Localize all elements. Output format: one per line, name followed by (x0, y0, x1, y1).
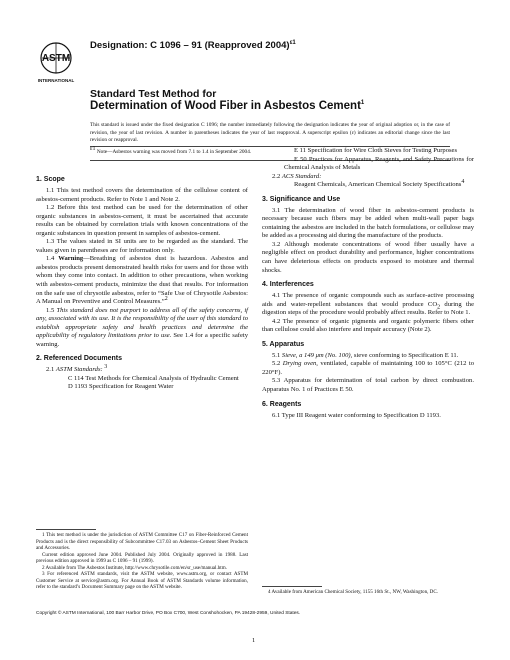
footnote-3: 3 For referenced ASTM standards, visit the ASTM website, www.astm.org, or contact ASTM Customer Service at service@astm.org. For Annual Book of ASTM Standards volume information, refer to the standard’s Document Summary page on the ASTM website. (36, 571, 248, 590)
reference-item: D 1193 Specification for Reagent Water (68, 383, 174, 391)
paragraph-4-1: 4.1 The presence of organic compounds such as surface-active processing aids and water-repellent substances that would produce $CO_2$ during the digestion steps of the procedure would probably affect results. Refer to Note 1. (262, 292, 474, 317)
paragraph-1-5: 1.5 This standard does not purport to address all of the safety concerns, if any, associated with its use. It is the responsibility of the user of this standard to establish appropriate safety and health practices and determine the applicability of regulatory limitations prior to use. See 1.4 for a specific safety warning. (36, 306, 249, 348)
section-heading-significance: 3. Significance and Use (262, 195, 341, 203)
paragraph-4-2: 4.2 The presence of organic pigments and organic polymeric fibers other than cellulose could also interfere and impair accuracy (Note 2). (262, 317, 474, 334)
left-column (36, 170, 248, 392)
footnote-1-edition: Current edition approved June 2004. Published July 2004. Originally approved in 1988. Last previous edition approved in 1999 as C 1096 – 91 (1999). (36, 551, 248, 564)
svg-text:ASTM: ASTM (41, 53, 71, 64)
section-heading-reagents: 6. Reagents (262, 400, 302, 408)
reference-item: Reagent Chemicals, American Chemical Society Specifications$^4$ (294, 179, 465, 189)
paragraph-1-3: 1.3 The values stated in SI units are to be regarded as the standard. The values given in parentheses are for information only. (36, 238, 248, 254)
standard-notice: This standard is issued under the fixed designation C 1096; the number immediately following the designation indicates the year of original adoption or, in the case of revision, the year of last revision. A number in parentheses indicates the year of last reapproval. A superscript epsilon (ε) indicates an editorial change since the last revision or reapproval. (90, 122, 450, 143)
svg-text:INTERNATIONAL: INTERNATIONAL (37, 78, 75, 83)
acs-standard-label: 2.2 ACS Standard: (272, 172, 322, 180)
astm-logo-icon (36, 40, 82, 86)
epsilon-note: $^{\varepsilon 1}$ Note—Asbestos warning was moved from 7.1 to 1.4 in September 2004. (90, 146, 252, 155)
section-heading-scope: 1. Scope (36, 176, 65, 183)
paragraph-6-1: 6.1 Type III Reagent water conforming to Specification D 1193. (272, 411, 441, 419)
section-heading-interferences: 4. Interferences (262, 281, 314, 289)
footnote-1: 1 This test method is under the jurisdiction of ASTM Committee C17 on Fiber-Reinforced Cement Products and is the direct responsibility of Subcommittee C17.03 on Asbestos–Cement Sheet Products and Accessories. (36, 532, 248, 551)
footnote-2: 2 Available from The Asbestos Institute, http://www.chrysotile.com/en/sr_use/manual.htm. (42, 564, 227, 571)
footnotes (36, 532, 248, 591)
astm-standards-label: 2.1 ASTM Standards: $^3$ (46, 364, 108, 374)
reference-item: E 50 Practices for Apparatus, Reagents, and Safety Precautions for Chemical Analysis of Metals (284, 155, 474, 172)
document-title (90, 88, 450, 113)
footnote-divider (36, 529, 96, 530)
designation: Designation: C 1096 – 91 (Reapproved 2004)$^{\varepsilon 1}$ (90, 39, 296, 51)
paragraph-5-2: 5.2 Drying oven, ventilated, capable of maintaining 100 to 105°C (212 to 220°F). (262, 360, 474, 376)
copyright-notice: Copyright © ASTM International, 100 Barr Harbor Drive, PO Box C700, West Conshohocken, PA 19428-2959, United States. (36, 611, 301, 616)
paragraph-3-1: 3.1 The determination of wood fiber in asbestos-cement products is necessary because such fibers may be added when multi-wall paper bags containing the asbestos are included in the batch formulations, or cellulose may be added as a processing aid during the manufacture of the products. (262, 206, 474, 240)
section-heading-apparatus: 5. Apparatus (262, 340, 305, 348)
paragraph-5-3: 5.3 Apparatus for determination of total carbon by direct combustion. Apparatus No. 1 of Practices E 50. (262, 377, 474, 394)
title-line-1: Standard Test Method for (90, 88, 217, 100)
right-column (262, 147, 474, 420)
paragraph-1-2: 1.2 Before this test method can be used for the determination of other organic substances in asbestos-cement, it must be ascertained that accurate results can be obtained by correlation trials with known concentrations of the organic substances in question present in samples of asbestos-cement. (36, 204, 248, 237)
title-line-2: Determination of Wood Fiber in Asbestos Cement$^1$ (90, 100, 365, 112)
reference-item: E 11 Specification for Wire Cloth Sieves for Testing Purposes (294, 147, 458, 154)
paragraph-5-1: 5.1 Sieve, a 149 μm (No. 100), sieve conforming to Specification E 11. (272, 351, 459, 359)
footnotes (262, 589, 474, 596)
paragraph-1-4: 1.4 Warning—Breathing of asbestos dust is hazardous. Asbestos and asbestos products present demonstrated health risks for users and for those with whom they come into contact. In addition to other precautions, when working with asbestos-cement products, minimize the dust that results. For information on the safe use of chrysotile asbestos, refer to “Safe Use of Chrysotile Asbestos: A Manual on Preventive and Control Measures.”$^2$ (36, 255, 248, 306)
astm-logo (36, 40, 82, 86)
page-number: 1 (252, 637, 256, 644)
footnote-divider (262, 586, 322, 587)
paragraph-1-1: 1.1 This test method covers the determination of the cellulose content of asbestos-cement products. Refer to Note 1 and Note 2. (36, 187, 248, 203)
section-heading-references: 2. Referenced Documents (36, 355, 122, 363)
paragraph-3-2: 3.2 Although moderate concentrations of wood fiber usually have a negligible effect on product durability and performance, higher concentrations can have deleterious effects on products exposed to moisture and thermal shocks. (262, 240, 474, 274)
reference-item: C 114 Test Methods for Chemical Analysis of Hydraulic Cement (68, 374, 239, 382)
footnote-4: 4 Available from American Chemical Society, 1155 16th St., NW, Washington, DC. (268, 589, 439, 595)
